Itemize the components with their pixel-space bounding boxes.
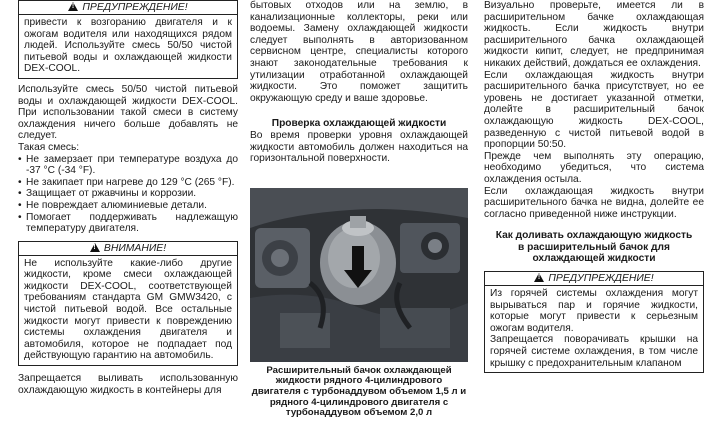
engine-bay-photo <box>250 188 468 362</box>
paragraph-top-up: Если охлаждающая жидкость внутри расширительного бачка присутствует, но ее уровень не достигает указанной отметки, долейте в расширительный бачок охлаждающую жидкость DEX-COOL, разведенную с чистой питьевой водой в пропорции 50:50. <box>484 69 704 151</box>
paragraph-mix: Используйте смесь 50/50 чистой питьевой воды и охлаждающей жидкости DEX-COOL. При использовании такой смеси в систему охлаждения ничего больше добавлять не следует. <box>18 83 238 142</box>
photo-caption: Расширительный бачок охлаждающей жидкости рядного 4-цилиндрового двигателя с турбонаддувом объемом 1,5 л и рядного 4-цилиндрового двигателя с турбонаддувом объемом 2,0 л <box>251 364 467 419</box>
warning-body-1: привести к возгоранию двигателя и к ожогам водителя или находящихся рядом людей. Используйте смесь 50/50 чистой питьевой воды и охлаждающей жидкости DEX-COOL. <box>24 17 232 75</box>
warning-box-1 <box>18 0 238 79</box>
paragraph-not-visible: Если охлаждающая жидкость внутри расширительного бачка не видна, долейте ее согласно приведенной ниже инструкции. <box>484 185 704 220</box>
column-2 <box>250 0 468 419</box>
such-mix-label: Такая смесь: <box>18 141 80 153</box>
section-heading-add: Как доливать охлаждающую жидкость в расширительный бачок для охлаждающей жидкости <box>495 230 693 265</box>
list-item: • Помогает поддерживать надлежащую температуру двигателя. <box>18 212 238 235</box>
paragraph-disposal: Запрещается выливать использованную охлаждающую жидкость в контейнеры для <box>18 373 238 396</box>
engine-bay-illustration <box>250 188 468 362</box>
warning-header-1: !ПРЕДУПРЕЖДЕНИЕ! <box>19 1 237 15</box>
warning-header-2: !ПРЕДУПРЕЖДЕНИЕ! <box>485 272 703 286</box>
paragraph-visual-check: Визуально проверьте, имеется ли в расширительном бачке охлаждающая жидкость. Если жидкость внутри расширительного бачка охлаждающей жидкости кипит, следует, не предпринимая никаких действий, дождаться ее охлаждения. <box>484 0 704 69</box>
warning-box-2 <box>484 271 704 373</box>
warning-triangle-icon <box>90 243 100 252</box>
column-3 <box>484 0 704 376</box>
warning-triangle-icon <box>534 273 544 282</box>
paragraph-cool-down: Прежде чем выполнять эту операцию, необходимо убедиться, что система охлаждения остыла. <box>484 150 704 185</box>
caution-box <box>18 241 238 366</box>
caution-header: !ВНИМАНИЕ! <box>19 242 237 256</box>
paragraph-check: Во время проверки уровня охлаждающей жидкости автомобиль должен находиться на горизонтальной поверхности. <box>250 129 468 165</box>
paragraph-disposal-cont: бытовых отходов или на землю, в канализационные коллекторы, реки или водоемы. Замену охлаждающей жидкости следует выполнять в авторизованном сервисном центре, специалисты которого знают законодательные требования к утилизации отработанной охлаждающей жидкости. Это поможет защитить окружающую среду и ваше здоровье. <box>250 0 468 104</box>
section-heading-check: Проверка охлаждающей жидкости <box>271 118 447 130</box>
caution-body: Не используйте какие-либо другие жидкости, кроме смеси охлаждающей жидкости DEX-COOL, соответствующей требованиям стандарта GM GMW3420, с чистой питьевой водой. Все остальные жидкости могут привести к повреждению системы охлаждения двигателя и автомобиля, которое не подпадает под действующую гарантию на автомобиль. <box>24 257 232 362</box>
mix-properties-list <box>18 154 238 235</box>
list-item: • Не замерзает при температуре воздуха до -37 °С (-34 °F). <box>18 154 238 177</box>
warning-body-2: Из горячей системы охлаждения могут вырываться пар и горячие жидкости, которые могут привести к серьезным ожогам водителя. Запрещается поворачивать крышки на горячей системе охлаждения, в том числе крышку с предохранительным клапаном <box>490 288 698 369</box>
list-item: • Не повреждает алюминиевые детали. <box>18 200 238 212</box>
list-item: • Не закипает при нагреве до 129 °С (265 °F). <box>18 177 238 189</box>
column-1 <box>18 0 238 396</box>
list-item: • Защищает от ржавчины и коррозии. <box>18 188 238 200</box>
warning-triangle-icon <box>68 2 78 11</box>
